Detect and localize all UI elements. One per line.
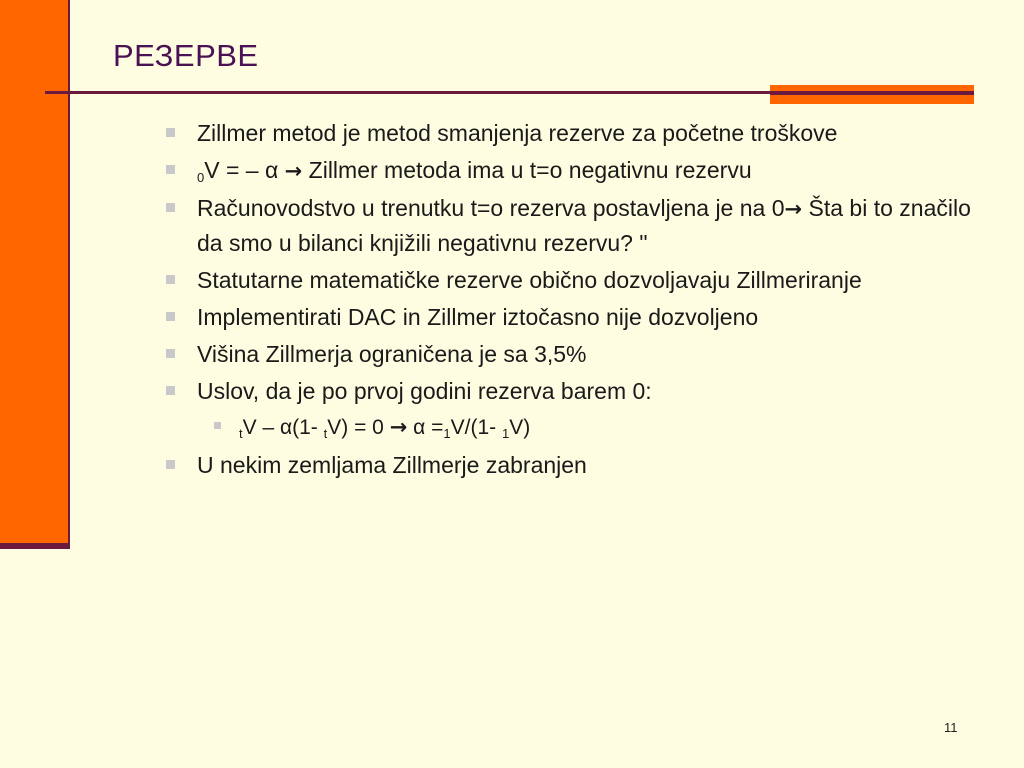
side-bar-bottom-edge bbox=[0, 543, 68, 549]
item-text: V = – α bbox=[204, 157, 285, 183]
subscript: 1 bbox=[443, 426, 451, 441]
arrow-right-icon: → bbox=[284, 159, 303, 183]
arrow-right-icon: → bbox=[784, 197, 803, 221]
side-divider-line bbox=[68, 0, 70, 549]
square-bullet-icon bbox=[166, 349, 175, 358]
item-text: Šta bi to značilo da smo u bilanci knjižili negativnu rezervu? " bbox=[197, 195, 971, 256]
list-item bbox=[166, 337, 986, 371]
list-item bbox=[166, 191, 986, 260]
subscript: t bbox=[323, 426, 328, 441]
formula-text: V) = 0 bbox=[327, 416, 390, 439]
slide-number: 11 bbox=[944, 720, 958, 735]
formula-text: V/(1- bbox=[450, 416, 502, 439]
item-text: Uslov, da je po prvoj godini rezerva barem 0: bbox=[197, 378, 652, 404]
square-bullet-icon bbox=[166, 386, 175, 395]
list-item bbox=[166, 153, 986, 188]
sub-list-item bbox=[214, 411, 986, 444]
list-item bbox=[166, 116, 986, 150]
slide-title: РЕЗЕРВЕ bbox=[113, 38, 259, 73]
formula-text: V) bbox=[509, 416, 531, 439]
item-text: Implementirati DAC in Zillmer iztočasno nije dozvoljeno bbox=[197, 304, 759, 330]
item-text: U nekim zemljama Zillmerje zabranjen bbox=[197, 452, 587, 478]
item-text: Zillmer metoda ima u t=o negativnu rezervu bbox=[302, 157, 752, 183]
square-bullet-icon bbox=[166, 460, 175, 469]
title-accent-line bbox=[770, 93, 974, 95]
square-bullet-icon bbox=[166, 128, 175, 137]
item-text: Statutarne matematičke rezerve obično dozvoljavaju Zillmeriranje bbox=[197, 267, 862, 293]
subscript: 0 bbox=[197, 170, 205, 185]
arrow-right-icon: → bbox=[389, 415, 408, 439]
item-text: Zillmer metod je metod smanjenja rezerve za početne troškove bbox=[197, 120, 838, 146]
list-item bbox=[166, 448, 986, 482]
subscript: t bbox=[239, 426, 243, 441]
bullet-list bbox=[166, 116, 986, 485]
square-bullet-icon bbox=[166, 203, 175, 212]
list-item bbox=[166, 300, 986, 334]
formula-text: V – α(1- bbox=[242, 416, 324, 439]
square-bullet-icon bbox=[214, 422, 221, 429]
square-bullet-icon bbox=[166, 312, 175, 321]
list-item bbox=[166, 374, 986, 408]
list-item bbox=[166, 263, 986, 297]
side-accent-bar bbox=[0, 0, 68, 543]
square-bullet-icon bbox=[166, 275, 175, 284]
item-text: Računovodstvo u trenutku t=o rezerva postavljena je na 0 bbox=[197, 195, 785, 221]
formula-text: α = bbox=[407, 416, 444, 439]
subscript: 1 bbox=[501, 426, 510, 441]
item-text: Višina Zillmerja ograničena je sa 3,5% bbox=[197, 341, 587, 367]
square-bullet-icon bbox=[166, 165, 175, 174]
